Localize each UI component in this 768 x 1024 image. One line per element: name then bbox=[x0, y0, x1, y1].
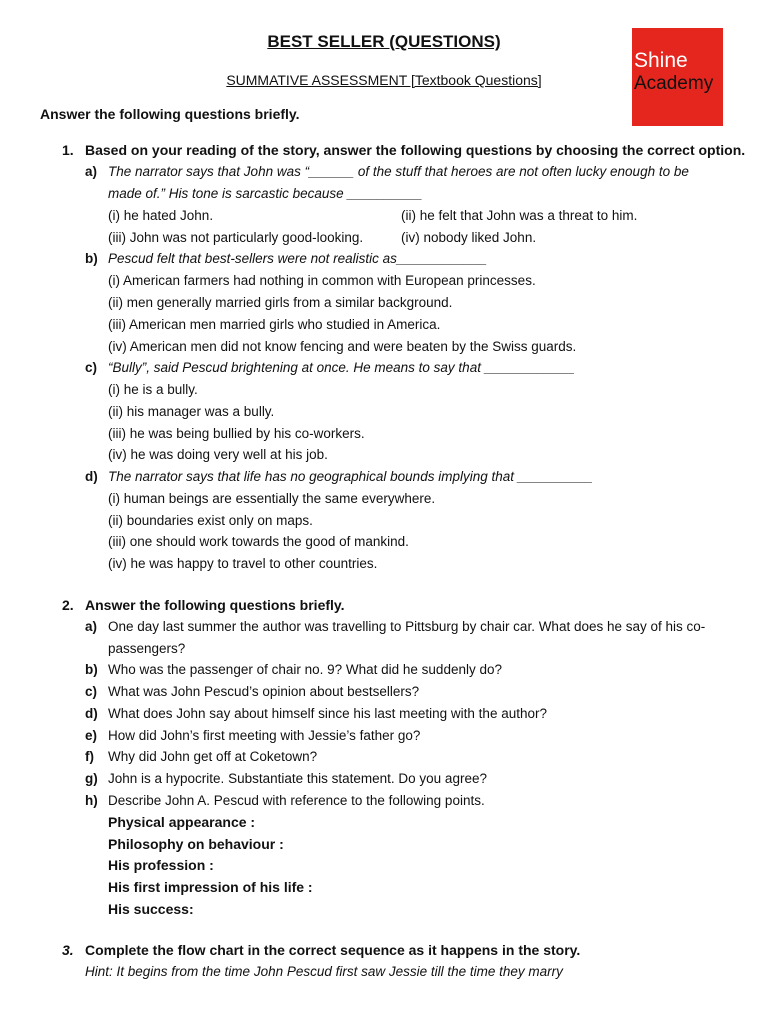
q1b-option-1: (i) American farmers had nothing in common with European princesses. bbox=[108, 273, 536, 288]
q2e-text: How did John’s first meeting with Jessie’s father go? bbox=[108, 728, 421, 743]
q1a-option-3: (iii) John was not particularly good-looking. bbox=[108, 230, 364, 245]
point-philosophy: Philosophy on behaviour : bbox=[108, 836, 284, 852]
q2c-text: What was John Pescud’s opinion about bestsellers? bbox=[108, 684, 420, 699]
q2d-text: What does John say about himself since his last meeting with the author? bbox=[108, 706, 547, 721]
point-success: His success: bbox=[108, 901, 194, 917]
point-profession: His profession : bbox=[108, 857, 214, 873]
q2c-label: c) bbox=[85, 684, 98, 699]
q1c-label: c) bbox=[85, 360, 98, 375]
q1a-option-4: (iv) nobody liked John. bbox=[401, 230, 537, 245]
q1c-option-1: (i) he is a bully. bbox=[108, 382, 198, 397]
point-physical-appearance: Physical appearance : bbox=[108, 814, 256, 830]
logo-text-line2: Academy bbox=[634, 73, 714, 94]
q2a-label: a) bbox=[85, 619, 98, 634]
q1a-label: a) bbox=[85, 164, 98, 179]
q1-text: Based on your reading of the story, answer the following questions by choosing the correct option. bbox=[85, 142, 746, 158]
q1c-option-2: (ii) his manager was a bully. bbox=[108, 404, 275, 419]
q1d-option-2: (ii) boundaries exist only on maps. bbox=[108, 513, 313, 528]
q1b-option-4: (iv) American men did not know fencing and were beaten by the Swiss guards. bbox=[108, 339, 577, 354]
q2-number: 2. bbox=[62, 597, 74, 613]
page-subtitle: SUMMATIVE ASSESSMENT [Textbook Questions] bbox=[226, 72, 542, 88]
q1c-option-4: (iv) he was doing very well at his job. bbox=[108, 447, 328, 462]
point-first-impression: His first impression of his life : bbox=[108, 879, 313, 895]
q1d-option-3: (iii) one should work towards the good of mankind. bbox=[108, 534, 409, 549]
q3-text: Complete the flow chart in the correct sequence as it happens in the story. bbox=[85, 942, 581, 958]
q1-number: 1. bbox=[62, 142, 74, 158]
q1a-option-1: (i) he hated John. bbox=[108, 208, 214, 223]
instruction: Answer the following questions briefly. bbox=[40, 106, 300, 122]
q1b-option-2: (ii) men generally married girls from a similar background. bbox=[108, 295, 453, 310]
q2f-label: f) bbox=[85, 749, 94, 764]
q2a-text: One day last summer the author was travelling to Pittsburg by chair car. What does he say of his co- bbox=[108, 619, 706, 634]
q1c-line1: “Bully”, said Pescud brightening at once. He means to say that ____________ bbox=[108, 360, 575, 375]
q1a-option-2: (ii) he felt that John was a threat to him. bbox=[401, 208, 638, 223]
q1d-line1: The narrator says that life has no geographical bounds implying that __________ bbox=[108, 469, 593, 484]
page-title: BEST SELLER (QUESTIONS) bbox=[267, 32, 501, 51]
q1a-line1: The narrator says that John was “______ of the stuff that heroes are not often lucky enough to be bbox=[108, 164, 689, 179]
q3-number: 3. bbox=[62, 942, 74, 958]
q1c-option-3: (iii) he was being bullied by his co-workers. bbox=[108, 426, 365, 441]
q2g-text: John is a hypocrite. Substantiate this statement. Do you agree? bbox=[108, 771, 487, 786]
q2h-label: h) bbox=[85, 793, 98, 808]
q1d-label: d) bbox=[85, 469, 98, 484]
q1d-option-1: (i) human beings are essentially the same everywhere. bbox=[108, 491, 436, 506]
shine-academy-logo bbox=[632, 28, 723, 126]
q1b-label: b) bbox=[85, 251, 98, 266]
q2d-label: d) bbox=[85, 706, 98, 721]
q2b-text: Who was the passenger of chair no. 9? What did he suddenly do? bbox=[108, 662, 502, 677]
q2e-label: e) bbox=[85, 728, 98, 743]
q2a-text-cont: passengers? bbox=[108, 641, 186, 656]
q3-hint: Hint: It begins from the time John Pescud first saw Jessie till the time they marry bbox=[85, 964, 563, 979]
q2g-label: g) bbox=[85, 771, 98, 786]
q1b-line1: Pescud felt that best-sellers were not realistic as____________ bbox=[108, 251, 487, 266]
q1d-option-4: (iv) he was happy to travel to other countries. bbox=[108, 556, 378, 571]
q2-text: Answer the following questions briefly. bbox=[85, 597, 345, 613]
q1a-line2: made of.” His tone is sarcastic because __________ bbox=[108, 186, 423, 201]
q2h-text: Describe John A. Pescud with reference to the following points. bbox=[108, 793, 485, 808]
q1b-option-3: (iii) American men married girls who studied in America. bbox=[108, 317, 441, 332]
q2b-label: b) bbox=[85, 662, 98, 677]
logo-text-line1: Shine bbox=[634, 49, 688, 72]
q2f-text: Why did John get off at Coketown? bbox=[108, 749, 318, 764]
